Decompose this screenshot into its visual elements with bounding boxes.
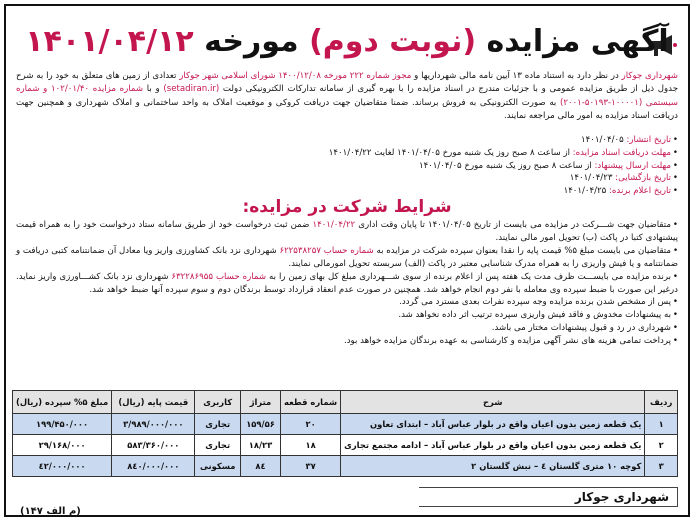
text: ۲۹/۱۶۸/۰۰۰ [13,435,112,456]
conditions-heading: شرایط شرکت در مزایده: [242,197,452,217]
table-row [13,435,678,456]
text: ٤۲/۰۰۰/۰۰۰ [13,456,112,477]
notice-code: (م الف ۱۴۷) [20,506,81,517]
text: شهرداری جوکار [621,71,679,81]
text: ضمن ثبت درخواست خود از طریق سامانه ستاد درخواست خود را به همراه قیمت پیشنهادی کتبا در پاکت (ب) تحویل امور مالی نمایند. [16,220,678,243]
condition-item: •پرداخت تمامی هزینه های نشر آگهی مزایده و کارشناسی به عهده برندگان مزایده خواهد بود. [343,336,678,347]
date-item: •تاریخ انتشار: ۱۴۰۱/۰۴/۰۵ [581,135,678,145]
text: پرداخت تمامی هزینه های نشر آگهی مزایده و کارشناسی به عهده برندگان مزایده خواهد بود. [343,336,671,347]
condition-item: •برنده مزایده می بایســـت ظرف مدت یک هفته پس از اعلام برنده از سوی شـــهرداری مبلغ کل بهای زمین را به شماره حساب ۶۳۲۲۸۶۹۵۵ شهرداری نزد بانک کشـــاورزی واریز نماید. درغیر این صورت با ضبط سپرده وی معامله با نفر دوم انجام خواهد شد. همچنین در صورت عدم انعقاد قرارداد توسط برندگان دوم و سوم سپرده آنها ضبط خواهد شد. [16,271,678,295]
dates-list [16,134,678,198]
table-header-row [13,391,678,414]
col-use: کاربری [195,391,241,414]
text: برنده مزایده می بایســـت ظرف مدت یک هفته پس از اعلام برنده از سوی شـــهرداری مبلغ کل بهای زمین را به [266,271,671,282]
date-item: •مهلت دریافت اسناد مزایده: از ساعت ۸ صبح روز یک شنبه مورخ ۱۴۰۱/۰۴/۰۵ لغایت ۱۴۰۱/۰۴/۲۲ [328,147,678,158]
text: تاریخ بازگشایی: [615,173,671,184]
col-area: متراژ [240,391,280,414]
text: ۱۴۰۱/۰۴/۲۳ [569,173,613,184]
text: مورخه [204,24,299,59]
text: تعدادی از زمین های متعلق به خود را به شرح جدول ذیل از طریق مزایده عمومی و با جزئیات مندرج در اسناد مزایده را با بهره گیری از سامانه تدارکات الکترونیکی دولت [16,71,679,95]
text: مهلت ارسال پیشنهاد: [594,160,671,171]
text: شماره حساب ۶۲۲۵۳۸۲۵۷ [279,245,374,256]
text: ۳ [645,456,678,477]
text: ۱۹۹/۴۵۰/۰۰۰ [13,414,112,435]
text: آگهی مزایده [486,24,669,59]
date-item: •تاریخ اعلام برنده: ۱۴۰۱/۰۴/۲۵ [563,186,678,197]
text: شهرداری نزد بانک کشاورزی واریز ویا معادل آن ضمانتنامه کتبی دریافت و ضمانتنامه و یا فیش واریزی را به همراه مدرک شناسایی معتبر در پاکت (الف) سربسته تحویل امورمالی نمایند. [16,245,678,269]
condition-item: •پس از مشخص شدن برنده مزایده وجه سپرده نفرات بعدی مسترد می گردد. [399,297,678,308]
text: ۱۵۹/۵۶ [240,414,280,435]
condition-item: •به پیشنهادات مخدوش و فاقد فیش واریزی سپرده ترتیب اثر داده نخواهد شد. [398,310,678,321]
text: تاریخ اعلام برنده: [609,186,671,197]
col-parcel: شماره قطعه [281,391,341,414]
footer [16,487,678,513]
table-row [13,414,678,435]
text: متقاضیان می بایست مبلغ ۵% قیمت پایه را نقدا بعنوان سپرده شرکت در مزایده به [373,245,672,256]
text: یک قطعه زمین بدون اعیان واقع در بلوار عباس آباد – ابتدای تعاون [341,414,645,435]
text: ۱۸ [281,435,341,456]
text: از ساعت ۸ صبح روز یک شنبه مورخ ۱۴۰۱/۰۴/۰۵ لغایت ۱۴۰۱/۰۴/۲۲ [328,147,571,158]
text: تجاری [195,435,241,456]
text: (نوبت دوم) [309,24,477,59]
text: به صورت الکترونیکی به فروش برساند. ضمنا متقاضیان جهت دریافت کروکی و موقعیت املاک به واحد ساختمانی و املاک شهرداری و همچنین جهت دریافت اسناد مزایده به امور مالی مراجعه نمایند. [16,97,678,121]
condition-item: •شهرداری در رد و قبول پیشنهادات مختار می باشد. [491,323,678,334]
page-title [14,20,680,64]
col-row: ردیف [645,391,678,414]
text: ۸٤۰/۰۰۰/۰۰۰ [112,456,195,477]
text: کوچه ۱۰ متری گلستان ٤ – نبش گلستان ۲ [341,456,645,477]
text: تاریخ انتشار: [626,135,671,145]
text: به پیشنهادات مخدوش و فاقد فیش واریزی سپرده ترتیب اثر داده نخواهد شد. [398,310,671,321]
text: ۳/۹۸۹/۰۰۰/۰۰۰ [112,414,195,435]
text: در نظر دارد به استناد ماده ۱۳ آیین نامه مالی شهرداریها و [411,71,622,81]
text: مهلت دریافت اسناد مزایده: [572,147,671,158]
col-desc: شرح [341,391,645,414]
text: پس از مشخص شدن برنده مزایده وجه سپرده نفرات بعدی مسترد می گردد. [399,297,671,308]
text: ۳۷ [281,456,341,477]
text: از ساعت ۸ صبح روز یک شنبه مورخ ۱۴۰۱/۰۴/۰۵ [418,160,592,171]
notice-frame [4,4,690,517]
text: ۱ [645,414,678,435]
text: شماره مزایده ۱۰۲/۰۱/۴۰ و شماره سیستمی (۱۰۰۰۰۱-۵۰۱۹۳-۲۰۰۱) [16,84,678,108]
col-deposit: مبلغ ۵% سپرده (ریال) [13,391,112,414]
table-row [13,456,678,477]
condition-item: •متقاضیان جهت شـــرکت در مزایده می بایست از تاریخ ۱۴۰۱/۰۴/۰۵ تا پایان وقت اداری ۱۴۰۱/۰۴/۲۲ ضمن ثبت درخواست خود از طریق سامانه ستاد درخواست خود را به همراه قیمت پیشنهادی کتبا در پاکت (ب) تحویل امور مالی نمایند. [16,220,678,243]
text: ۱۴۰۱/۰۴/۲۵ [563,186,607,197]
condition-item: •متقاضیان می بایست مبلغ ۵% قیمت پایه را نقدا بعنوان سپرده شرکت در مزایده به شماره حساب ۶۲۲۵۳۸۲۵۷ شهرداری نزد بانک کشاورزی واریز ویا معادل آن ضمانتنامه کتبی دریافت و ضمانتنامه و یا فیش واریزی را به همراه مدرک شناسایی معتبر در پاکت (الف) سربسته تحویل امورمالی نمایند. [16,245,679,269]
text: شماره حساب ۶۳۲۲۸۶۹۵۵ [171,271,267,282]
text: شهرداری نزد بانک کشـــاورزی واریز نماید. درغیر این صورت با ضبط سپرده وی معامله با نفر دوم انجام خواهد شد. همچنین در صورت عدم انعقاد قرارداد توسط برندگان دوم و سوم سپرده آنها ضبط خواهد شد. [16,271,678,295]
text: (setadiran.ir) [163,84,220,95]
text: ۱۸/۲۳ [240,435,280,456]
text: ۲۰ [281,414,341,435]
title-date: ۱۴۰۱/۰۴/۱۲ [25,24,194,59]
intro-paragraph [16,70,678,123]
col-base-price: قیمت پایه (ریال) [112,391,195,414]
text: شهرداری در رد و قبول پیشنهادات مختار می باشد. [491,323,671,334]
text: ۸٤ [240,456,280,477]
text: ۱۴۰۱/۰۴/۰۵ [581,135,624,145]
parcels-table [12,390,678,477]
conditions-list [16,219,678,348]
text: مجوز شماره ۲۲۲ مورخه ۱۴۰۰/۱۲/۰۸ شورای اسلامی شهر جوکار [179,71,412,81]
text: متقاضیان جهت شـــرکت در مزایده می بایست از تاریخ ۱۴۰۱/۰۴/۰۵ تا پایان وقت اداری [355,220,671,230]
organization-name: شهرداری جوکار [419,487,678,507]
date-item: •تاریخ بازگشایی: ۱۴۰۱/۰۴/۲۳ [569,173,678,184]
text: یک قطعه زمین بدون اعیان واقع در بلوار عباس آباد – ادامه مجتمع تجاری [341,435,645,456]
date-item: •مهلت ارسال پیشنهاد: از ساعت ۸ صبح روز یک شنبه مورخ ۱۴۰۱/۰۴/۰۵ [418,160,678,171]
text: ۵۸۳/۳۶۰/۰۰۰ [112,435,195,456]
text: تجاری [195,414,241,435]
text: ۲ [645,435,678,456]
text: مسکونی [195,456,241,477]
text: ۱۴۰۱/۰۴/۲۲ [312,220,356,230]
text: و با [143,84,164,95]
